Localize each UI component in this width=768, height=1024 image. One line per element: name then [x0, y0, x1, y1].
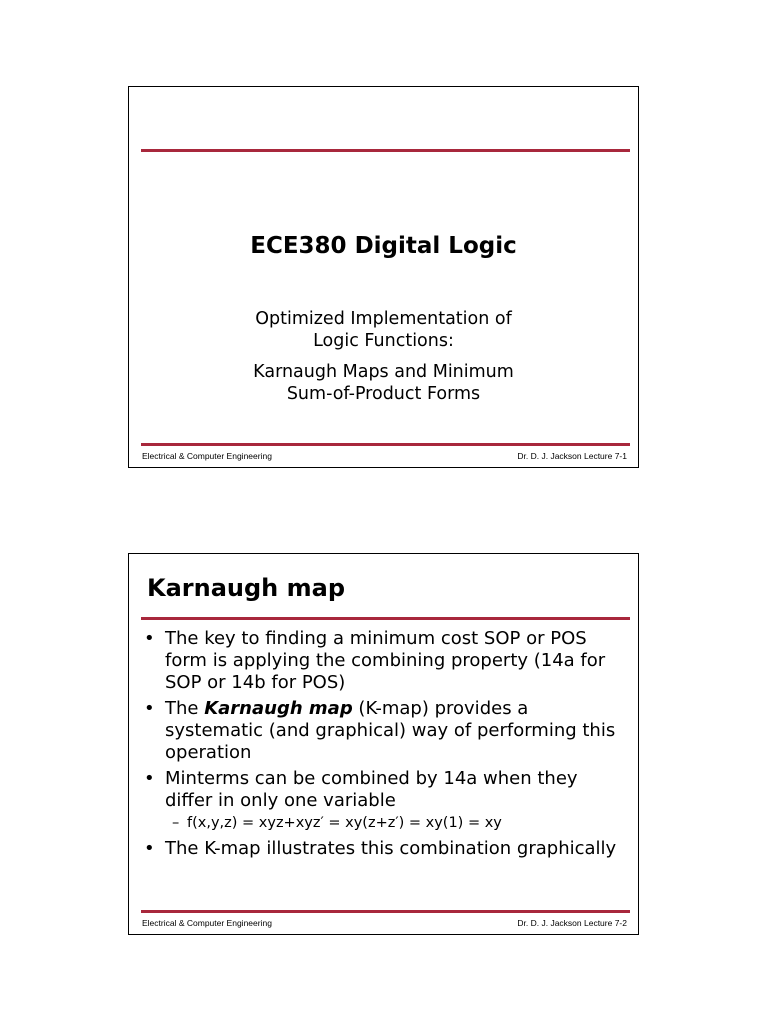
subtitle-line: Logic Functions: [313, 331, 454, 351]
slide-heading: Karnaugh map [147, 574, 345, 602]
emphasis-term: Karnaugh map [204, 698, 353, 719]
bullet-text: The key to finding a minimum cost SOP or POS form is applying the combining property (14a for SOP or 14b for POS) [165, 628, 606, 693]
equation-text: f(x,y,z) = xyz+xyz′ = xy(z+z′) = xy(1) = xy [187, 815, 502, 831]
footer-lecture: Dr. D. J. Jackson Lecture 7-1 [517, 451, 627, 461]
bullet-item [141, 838, 628, 860]
header-rule [141, 617, 630, 620]
sub-bullet-item [141, 814, 628, 832]
subtitle-block-2 [129, 361, 638, 405]
subtitle-line: Sum-of-Product Forms [286, 384, 481, 404]
bullet-text-suffix: (K-map) provides a systematic (and graphical) way of performing this operation [165, 698, 616, 763]
bullet-list [141, 628, 628, 864]
bullet-text: The K-map illustrates this combination graphically [165, 838, 617, 859]
slide-title: ECE380 Digital Logic [250, 233, 517, 259]
bullet-item [141, 768, 628, 812]
header-rule [141, 149, 630, 152]
bullet-item [141, 628, 628, 694]
footer-rule [141, 910, 630, 913]
slide-1 [128, 86, 639, 468]
slide-2 [128, 553, 639, 935]
footer-rule [141, 443, 630, 446]
subtitle-block-1 [129, 308, 638, 352]
footer-department: Electrical & Computer Engineering [142, 918, 272, 928]
bullet-text: Minterms can be combined by 14a when they differ in only one variable [165, 768, 578, 811]
footer-lecture: Dr. D. J. Jackson Lecture 7-2 [517, 918, 627, 928]
bullet-text-prefix: The [165, 698, 205, 719]
subtitle-line: Karnaugh Maps and Minimum [253, 362, 514, 382]
subtitle-line: Optimized Implementation of [255, 309, 512, 329]
bullet-item [141, 698, 628, 764]
footer-department: Electrical & Computer Engineering [142, 451, 272, 461]
